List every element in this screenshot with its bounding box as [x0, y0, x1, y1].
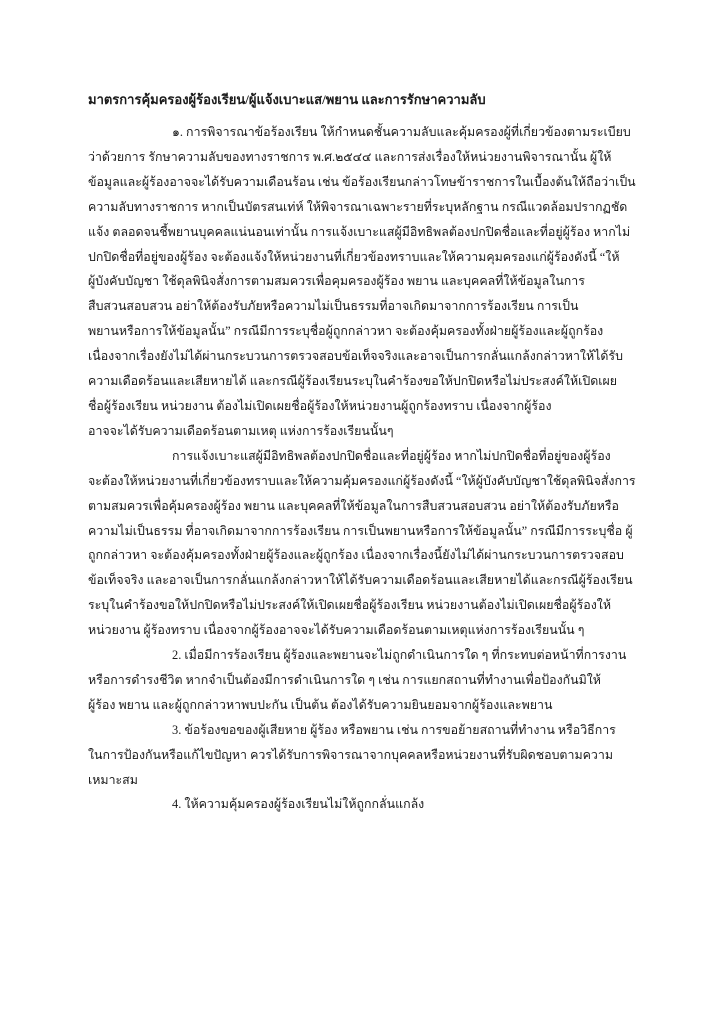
document-title: มาตรการคุ้มครองผู้ร้องเรียน/ผู้แจ้งเบาะแส/พยาน และการรักษาความลับ: [88, 92, 486, 107]
text-line: ความเดือดร้อนและเสียหายได้ และกรณีผู้ร้องเรียนระบุในคำร้องขอให้ปกปิดหรือไม่ประสงค์ให้เปิดเผย: [88, 374, 618, 389]
text-line: เนื่องจากเรื่องยังไม่ได้ผ่านกระบวนการตรวจสอบข้อเท็จจริงและอาจเป็นการกลั่นแกล้งกล่าวหาให้ได้รับ: [88, 349, 623, 364]
text-line: 3. ข้อร้องขอของผู้เสียหาย ผู้ร้อง หรือพยาน เช่น การขอย้ายสถานที่ทำงาน หรือวิธีการ: [172, 722, 616, 737]
paragraph-3: [88, 643, 665, 718]
text-line: เหมาะสม: [88, 772, 138, 787]
paragraph-5: [88, 792, 665, 817]
text-line: ตามสมควรเพื่อคุ้มครองผู้ร้อง พยาน และบุคคลที่ให้ข้อมูลในการสืบสวนสอบสวน อย่าให้ต้องรับภัยหรือ: [88, 498, 619, 513]
text-line: ๑. การพิจารณาข้อร้องเรียน ให้กำหนดชั้นความลับและคุ้มครองผู้ที่เกี่ยวข้องตามระเบียบ: [172, 125, 631, 139]
text-line: ถูกกล่าวหา จะต้องคุ้มครองทั้งฝ่ายผู้ร้องและผู้ถูกร้อง เนื่องจากเรื่องนี้ยังไม่ได้ผ่านกระบวนการตรวจสอบ: [88, 548, 624, 563]
text-line: อาจจะได้รับความเดือดร้อนตามเหตุ แห่งการร้องเรียนนั้นๆ: [88, 423, 394, 438]
text-line: จะต้องให้หน่วยงานที่เกี่ยวข้องทราบและให้ความคุ้มครองแก่ผู้ร้องดังนี้ “ให้ผู้บังคับบัญชาใช้ดุลพินิจสั่งการ: [88, 473, 636, 488]
text-line: 2. เมื่อมีการร้องเรียน ผู้ร้องและพยานจะไม่ถูกดำเนินการใด ๆ ที่กระทบต่อหน้าที่การงาน: [172, 648, 627, 663]
text-line: 4. ให้ความคุ้มครองผู้ร้องเรียนไม่ให้ถูกกลั่นแกล้ง: [172, 797, 425, 812]
paragraph-4: [88, 718, 665, 793]
paragraph-2: [88, 444, 665, 643]
text-line: ผู้ร้อง พยาน และผู้ถูกกล่าวหาพบปะกัน เป็นต้น ต้องได้รับความยินยอมจากผู้ร้องและพยาน: [88, 697, 553, 712]
text-line: การแจ้งเบาะแสผู้มีอิทธิพลต้องปกปิดชื่อและที่อยู่ผู้ร้อง หากไม่ปกปิดชื่อที่อยู่ของผู้ร้อง: [172, 448, 611, 463]
text-line: ว่าด้วยการ รักษาความลับของทางราชการ พ.ศ.๒๕๔๔ และการส่งเรื่องให้หน่วยงานพิจารณานั้น ผู้ให้: [88, 149, 612, 164]
text-line: แจ้ง ตลอดจนชี้พยานบุคคลแน่นอนเท่านั้น การแจ้งเบาะแสผู้มีอิทธิพลต้องปกปิดชื่อและที่อยู่ผู้ร้อง หากไม่: [88, 224, 631, 239]
text-line: ความไม่เป็นธรรม ที่อาจเกิดมาจากการร้องเรียน การเป็นพยานหรือการให้ข้อมูลนั้น” กรณีมีการระบุชื่อ ผู้: [88, 523, 633, 538]
text-line: ในการป้องกันหรือแก้ไขปัญหา ควรได้รับการพิจารณาจากบุคคลหรือหน่วยงานที่รับผิดชอบตามความ: [88, 747, 613, 762]
text-line: ปกปิดชื่อที่อยู่ของผู้ร้อง จะต้องแจ้งให้หน่วยงานที่เกี่ยวข้องทราบและให้ความคุมครองแก่ผู้ร้องดังนี้ “ให้: [88, 249, 620, 264]
text-line: ชื่อผู้ร้องเรียน หน่วยงาน ต้องไม่เปิดเผยชื่อผู้ร้องให้หน่วยงานผู้ถูกร้องทราบ เนื่องจากผู้ร้อง: [88, 398, 552, 413]
text-line: สืบสวนสอบสวน อย่าให้ต้องรับภัยหรือความไม่เป็นธรรมที่อาจเกิดมาจากการร้องเรียน การเป็น: [88, 299, 579, 314]
text-line: หรือการดำรงชีวิต หากจำเป็นต้องมีการดำเนินการใด ๆ เช่น การแยกสถานที่ทำงานเพื่อป้องกันมิให้: [88, 672, 601, 687]
paragraph-1: [88, 120, 665, 444]
text-line: ระบุในคำร้องขอให้ปกปิดหรือไม่ประสงค์ให้เปิดเผยชื่อผู้ร้องเรียน หน่วยงานต้องไม่เปิดเผยชื่อผู้ร้องให้: [88, 598, 611, 613]
text-line: ความลับทางราชการ หากเป็นบัตรสนเท่ห์ ให้พิจารณาเฉพาะรายที่ระบุหลักฐาน กรณีแวดล้อมปรากฏชัด: [88, 199, 628, 214]
text-line: ข้อเท็จจริง และอาจเป็นการกลั่นแกล้งกล่าวหาให้ได้รับความเดือดร้อนและเสียหายได้และกรณีผู้ร้องเรียน: [88, 573, 633, 588]
text-line: พยานหรือการให้ข้อมูลนั้น” กรณีมีการระบุชื่อผู้ถูกกล่าวหา จะต้องคุ้มครองทั้งฝ่ายผู้ร้องและผู้ถูกร้อง: [88, 324, 604, 339]
text-line: หน่วยงาน ผู้ร้องทราบ เนื่องจากผู้ร้องอาจจะได้รับความเดือดร้อนตามเหตุแห่งการร้องเรียนนั้น ๆ: [88, 623, 585, 638]
text-line: ข้อมูลและผู้ร้องอาจจะได้รับความเดือนร้อน เช่น ข้อร้องเรียนกล่าวโทษข้าราชการในเบื้องต้นให้ถือว่าเป็น: [88, 174, 636, 189]
text-line: ผู้บังคับบัญชา ใช้ดุลพินิจสั่งการตามสมควรเพื่อคุมครองผู้ร้อง พยาน และบุคคลที่ให้ข้อมูลในการ: [88, 274, 585, 289]
